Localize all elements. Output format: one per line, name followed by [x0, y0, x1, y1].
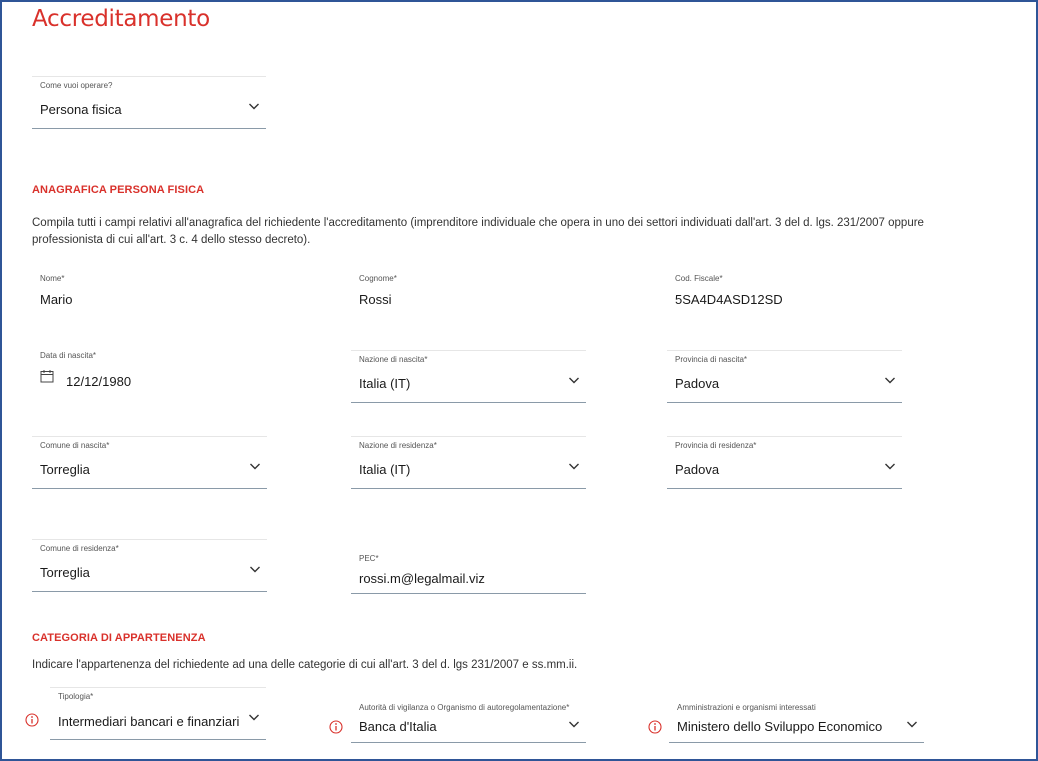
cognome-label: Cognome*: [359, 274, 397, 283]
nome-label: Nome*: [40, 274, 65, 283]
cod-fiscale-label: Cod. Fiscale*: [675, 274, 723, 283]
nazione-residenza-value: Italia (IT): [359, 462, 411, 477]
tipologia-value: Intermediari bancari e finanziari: [58, 714, 240, 729]
provincia-residenza-select[interactable]: [667, 436, 902, 489]
provincia-residenza-label: Provincia di residenza*: [675, 441, 757, 450]
comune-nascita-value: Torreglia: [40, 462, 90, 477]
pec-value: rossi.m@legalmail.viz: [359, 571, 485, 586]
calendar-icon[interactable]: [40, 369, 54, 383]
come-operare-value: Persona fisica: [40, 102, 122, 117]
provincia-residenza-value: Padova: [675, 462, 720, 477]
amministrazioni-value: Ministero dello Sviluppo Economico: [677, 719, 883, 734]
categoria-heading: CATEGORIA DI APPARTENENZA: [32, 632, 206, 644]
come-operare-select[interactable]: [32, 76, 266, 129]
nazione-residenza-select[interactable]: [351, 436, 586, 489]
chevron-down-icon: [248, 711, 260, 723]
page-title: Accreditamento: [32, 6, 210, 32]
comune-nascita-select[interactable]: [32, 436, 267, 489]
anagrafica-description: Compila tutti i campi relativi all'anagrafica del richiedente l'accreditamento (imprenditore individuale che opera in uno dei settori individuati dall'art. 3 del d. lgs. 231/2007 oppure professionista di cui all'art. 3 c. 4 dello stesso decreto).: [32, 217, 924, 246]
amministrazioni-label: Amministrazioni e organismi interessati: [677, 703, 816, 712]
nazione-nascita-value: Italia (IT): [359, 376, 411, 391]
come-operare-label: Come vuoi operare?: [40, 81, 113, 90]
provincia-nascita-value: Padova: [675, 376, 720, 391]
tipologia-label: Tipologia*: [58, 692, 94, 701]
anagrafica-heading: ANAGRAFICA PERSONA FISICA: [32, 184, 205, 196]
cod-fiscale-value: 5SA4D4ASD12SD: [675, 292, 783, 307]
chevron-down-icon: [249, 563, 261, 575]
chevron-down-icon: [248, 100, 260, 112]
info-icon[interactable]: [329, 720, 343, 734]
cognome-value: Rossi: [359, 292, 392, 307]
nome-value: Mario: [40, 292, 73, 307]
nome-field[interactable]: [32, 274, 266, 308]
comune-residenza-value: Torreglia: [40, 565, 90, 580]
chevron-down-icon: [568, 718, 580, 730]
chevron-down-icon: [884, 460, 896, 472]
cod-fiscale-field[interactable]: [667, 274, 907, 308]
comune-residenza-label: Comune di residenza*: [40, 544, 119, 553]
chevron-down-icon: [568, 460, 580, 472]
info-icon[interactable]: [648, 720, 662, 734]
chevron-down-icon: [884, 374, 896, 386]
data-nascita-label: Data di nascita*: [40, 351, 97, 360]
tipologia-select[interactable]: [50, 687, 266, 740]
autorita-label: Autorità di vigilanza o Organismo di autoregolamentazione*: [359, 703, 570, 712]
comune-residenza-select[interactable]: [32, 539, 267, 592]
pec-label: PEC*: [359, 554, 379, 563]
pec-field[interactable]: [351, 554, 586, 594]
categoria-description: Indicare l'appartenenza del richiedente ad una delle categorie di cui all'art. 3 del d. lgs 231/2007 e ss.mm.ii.: [32, 659, 578, 671]
autorita-value: Banca d'Italia: [359, 719, 437, 734]
data-nascita-value: 12/12/1980: [66, 374, 132, 389]
cognome-field[interactable]: [351, 274, 585, 308]
nazione-nascita-select[interactable]: [351, 350, 586, 403]
autorita-select[interactable]: [351, 699, 586, 743]
chevron-down-icon: [249, 460, 261, 472]
nazione-residenza-label: Nazione di residenza*: [359, 441, 437, 450]
chevron-down-icon: [568, 374, 580, 386]
amministrazioni-select[interactable]: [669, 699, 924, 743]
nazione-nascita-label: Nazione di nascita*: [359, 355, 428, 364]
comune-nascita-label: Comune di nascita*: [40, 441, 110, 450]
info-icon[interactable]: [25, 713, 39, 727]
provincia-nascita-select[interactable]: [667, 350, 902, 403]
provincia-nascita-label: Provincia di nascita*: [675, 355, 748, 364]
chevron-down-icon: [906, 718, 918, 730]
data-nascita-field[interactable]: [32, 351, 266, 391]
